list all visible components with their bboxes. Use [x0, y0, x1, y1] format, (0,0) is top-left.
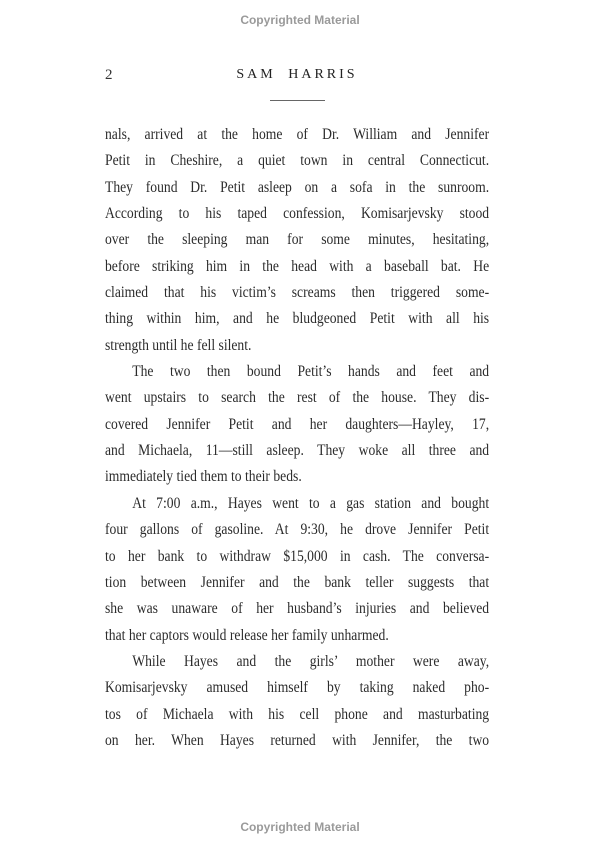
text-line: They found Dr. Petit asleep on a sofa in the sunroom. [105, 178, 490, 196]
text-line: tos of Michaela with his cell phone and masturbating [105, 705, 490, 723]
text-line: covered Jennifer Petit and her daughters—Hayley, 17, [105, 415, 490, 433]
text-line: to her bank to withdraw $15,000 in cash. The conversa- [105, 547, 490, 565]
text-line: four gallons of gasoline. At 9:30, he drove Jennifer Petit [105, 521, 490, 539]
body-text [105, 122, 489, 754]
section-rule [270, 100, 325, 101]
text-line: tion between Jennifer and the bank teller suggests that [105, 573, 490, 591]
copyright-notice-bottom: Copyrighted Material [240, 820, 360, 834]
text-line: claimed that his victim’s screams then triggered some- [105, 284, 490, 302]
text-line: immediately tied them to their beds. [105, 468, 302, 486]
text-line: Petit in Cheshire, a quiet town in central Connecticut. [105, 152, 490, 170]
text-line: thing within him, and he bludgeoned Petit with all his [105, 310, 490, 328]
text-line: she was unaware of her husband’s injuries and believed [105, 600, 490, 618]
text-line: on her. When Hayes returned with Jennifer, the two [105, 731, 490, 749]
text-line: over the sleeping man for some minutes, hesitating, [105, 231, 490, 249]
text-line: While Hayes and the girls’ mother were away, [132, 652, 490, 670]
copyright-notice-top: Copyrighted Material [240, 13, 360, 27]
text-line: Komisarjevsky amused himself by taking naked pho- [105, 679, 490, 697]
text-line: before striking him in the head with a baseball bat. He [105, 257, 490, 275]
text-line: went upstairs to search the rest of the house. They dis- [105, 389, 490, 407]
text-line: The two then bound Petit’s hands and feet and [132, 363, 490, 381]
page-number: 2 [105, 67, 113, 83]
text-line: and Michaela, 11—still asleep. They woke all three and [105, 442, 490, 460]
text-line: At 7:00 a.m., Hayes went to a gas station and bought [132, 494, 490, 512]
text-line: strength until he fell silent. [105, 336, 252, 354]
running-head: SAM HARRIS [236, 67, 358, 82]
text-line: that her captors would release her family unharmed. [105, 626, 389, 644]
text-line: According to his taped confession, Komisarjevsky stood [105, 205, 490, 223]
text-line: nals, arrived at the home of Dr. William and Jennifer [105, 126, 490, 143]
